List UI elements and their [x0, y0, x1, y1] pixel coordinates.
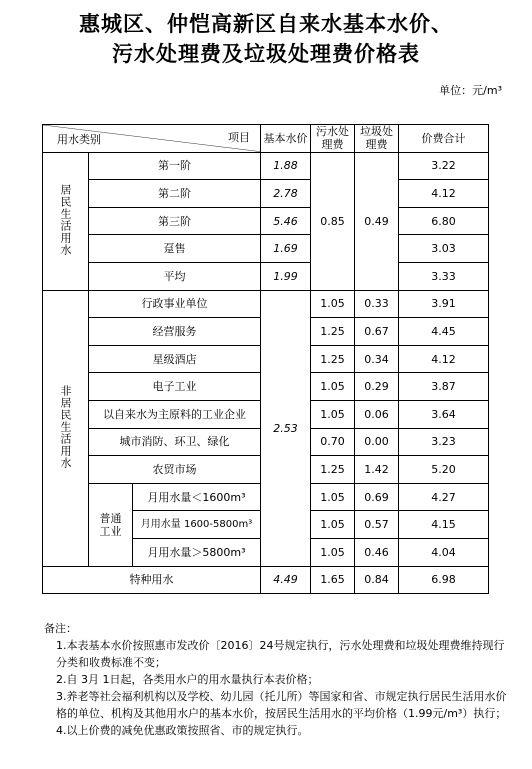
unit-label: 单位：元/m³ [439, 84, 502, 97]
price-table [42, 124, 489, 594]
row-name: 经营服务 [89, 318, 261, 346]
total-cell: 4.12 [399, 180, 489, 208]
header-total: 价费合计 [399, 125, 489, 153]
sewage-cell: 0.70 [311, 428, 355, 456]
diagonal-header-cell [43, 125, 261, 153]
total-cell: 3.33 [399, 262, 489, 290]
sewage-cell: 1.05 [311, 483, 355, 511]
garbage-cell: 0.00 [355, 428, 399, 456]
industry-group-label: 普通工业 [89, 483, 133, 566]
garbage-cell: 1.42 [355, 456, 399, 484]
header-sewage: 污水处理费 [311, 125, 355, 153]
row-name: 以自来水为主原料的工业企业 [89, 400, 261, 428]
total-cell: 4.12 [399, 345, 489, 373]
base-price-cell: 1.88 [261, 152, 311, 180]
table-row [43, 290, 489, 318]
table-row [43, 207, 489, 235]
special-base: 4.49 [261, 566, 311, 594]
sewage-cell: 1.05 [311, 538, 355, 566]
row-name: 月用水量 1600-5800m³ [133, 511, 261, 539]
total-cell: 3.03 [399, 235, 489, 263]
special-name: 特种用水 [43, 566, 261, 594]
garbage-cell: 0.69 [355, 483, 399, 511]
base-price-cell: 2.78 [261, 180, 311, 208]
header-garbage: 垃圾处理费 [355, 125, 399, 153]
garbage-cell: 0.34 [355, 345, 399, 373]
garbage-cell: 0.46 [355, 538, 399, 566]
total-cell: 3.23 [399, 428, 489, 456]
residential-sewage: 0.85 [311, 152, 355, 290]
header-row [43, 125, 489, 153]
nonres-base-price: 2.53 [261, 290, 311, 566]
total-cell: 3.22 [399, 152, 489, 180]
garbage-cell: 0.33 [355, 290, 399, 318]
total-cell: 3.91 [399, 290, 489, 318]
residential-group-label: 居民生活用水 [43, 152, 89, 290]
base-price-cell: 1.99 [261, 262, 311, 290]
sewage-cell: 1.25 [311, 318, 355, 346]
row-name: 星级酒店 [89, 345, 261, 373]
sewage-cell: 1.05 [311, 290, 355, 318]
note-4: 4.以上价费的减免优惠政策按照省、市的规定执行。 [56, 724, 309, 737]
total-cell: 6.80 [399, 207, 489, 235]
notes-heading: 备注： [44, 622, 77, 635]
sewage-cell: 1.25 [311, 456, 355, 484]
garbage-cell: 0.57 [355, 511, 399, 539]
special-garbage: 0.84 [355, 566, 399, 594]
row-name: 月用水量＞5800m³ [133, 538, 261, 566]
note-1: 1.本表基本水价按照惠市发改价〔2016〕24号规定执行，污水处理费和垃圾处理费维持现行分类和收费标准不变； [56, 639, 505, 669]
note-2: 2.自 3月 1日起，各类用水户的用水量执行本表价格； [56, 673, 319, 686]
header-base-price: 基本水价 [261, 125, 311, 153]
title-line-2: 污水处理费及垃圾处理费价格表 [112, 41, 420, 66]
notes-section [44, 620, 514, 739]
base-price-cell: 5.46 [261, 207, 311, 235]
title-line-1: 惠城区、仲恺高新区自来水基本水价、 [79, 11, 453, 36]
row-name: 城市消防、环卫、绿化 [89, 428, 261, 456]
row-name: 行政事业单位 [89, 290, 261, 318]
row-name: 趸售 [89, 235, 261, 263]
row-name: 第一阶 [89, 152, 261, 180]
total-cell: 3.87 [399, 373, 489, 401]
total-cell: 4.45 [399, 318, 489, 346]
header-item: 项目 [228, 131, 251, 144]
table-row [43, 235, 489, 263]
row-name: 平均 [89, 262, 261, 290]
garbage-cell: 0.06 [355, 400, 399, 428]
sewage-cell: 1.05 [311, 373, 355, 401]
nonres-group-label: 非居民生活用水 [43, 290, 89, 566]
row-name: 第二阶 [89, 180, 261, 208]
total-cell: 3.64 [399, 400, 489, 428]
sewage-cell: 1.05 [311, 511, 355, 539]
total-cell: 4.27 [399, 483, 489, 511]
row-name: 农贸市场 [89, 456, 261, 484]
table-row [43, 566, 489, 594]
sewage-cell: 1.25 [311, 345, 355, 373]
note-3: 3.养老等社会福利机构以及学校、幼儿园（托儿所）等国家和省、市规定执行居民生活用水价格的单位、机构及其他用水户的基本水价，按居民生活用水的平均价格（1.99元/m³）执行； [56, 690, 507, 720]
special-sewage: 1.65 [311, 566, 355, 594]
table-row [43, 180, 489, 208]
header-user-type: 用水类别 [57, 132, 101, 146]
row-name: 月用水量＜1600m³ [133, 483, 261, 511]
table-row [43, 152, 489, 180]
base-price-cell: 1.69 [261, 235, 311, 263]
total-cell: 5.20 [399, 456, 489, 484]
garbage-cell: 0.67 [355, 318, 399, 346]
special-total: 6.98 [399, 566, 489, 594]
total-cell: 4.04 [399, 538, 489, 566]
sewage-cell: 1.05 [311, 400, 355, 428]
row-name: 电子工业 [89, 373, 261, 401]
total-cell: 4.15 [399, 511, 489, 539]
row-name: 第三阶 [89, 207, 261, 235]
residential-garbage: 0.49 [355, 152, 399, 290]
table-row [43, 262, 489, 290]
garbage-cell: 0.29 [355, 373, 399, 401]
